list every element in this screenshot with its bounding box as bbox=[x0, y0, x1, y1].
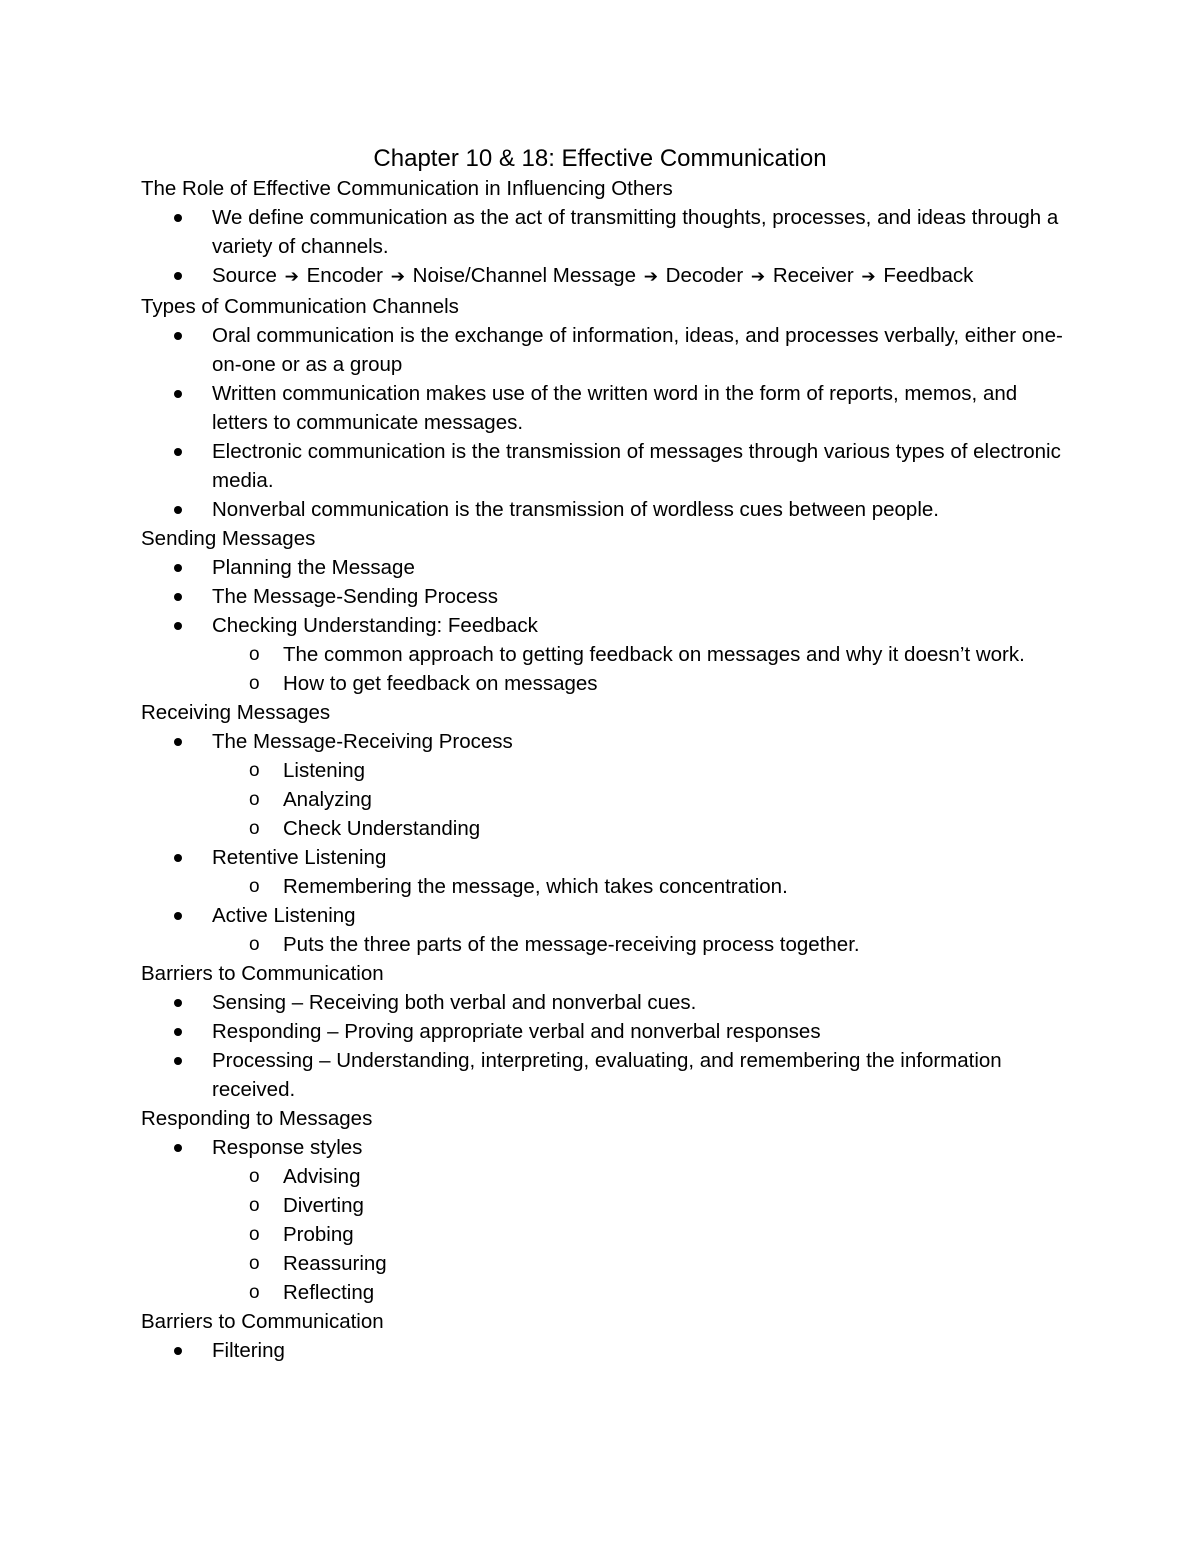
list-item-text: Nonverbal communication is the transmission of wordless cues between people. bbox=[212, 498, 939, 521]
arrow-right-icon: ➔ bbox=[390, 267, 405, 287]
circle-bullet-icon: o bbox=[249, 876, 260, 897]
bullet-list bbox=[141, 553, 1071, 698]
circle-bullet-icon: o bbox=[249, 673, 260, 694]
circle-bullet-icon: o bbox=[249, 1282, 260, 1303]
arrow-right-icon: ➔ bbox=[861, 267, 876, 287]
section-heading: The Role of Effective Communication in Influencing Others bbox=[141, 177, 673, 200]
sub-list-item-text: Remembering the message, which takes concentration. bbox=[283, 875, 788, 898]
bullet-icon bbox=[174, 1028, 182, 1036]
list-item-text: Filtering bbox=[212, 1339, 285, 1362]
list-item-text: The Message-Receiving Process bbox=[212, 730, 513, 753]
sub-list-item bbox=[212, 1220, 1071, 1249]
bullet-icon bbox=[174, 1057, 182, 1065]
page-title: Chapter 10 & 18: Effective Communication bbox=[373, 145, 827, 172]
flow-step: Encoder bbox=[306, 264, 383, 287]
bullet-icon bbox=[174, 390, 182, 398]
section bbox=[141, 698, 1071, 959]
sub-list-item bbox=[212, 814, 1071, 843]
arrow-right-icon: ➔ bbox=[643, 267, 658, 287]
list-item-text: Processing – Understanding, interpreting, evaluating, and remembering the information received. bbox=[212, 1049, 1002, 1101]
section bbox=[141, 292, 1071, 524]
sub-list-item-text: Reflecting bbox=[283, 1281, 375, 1304]
bullet-icon bbox=[174, 332, 182, 340]
sub-bullet-list bbox=[141, 640, 1071, 698]
document-body bbox=[141, 174, 1071, 1365]
sub-list-item-text: The common approach to getting feedback on messages and why it doesn’t work. bbox=[283, 643, 1025, 666]
circle-bullet-icon: o bbox=[249, 644, 260, 665]
bullet-icon bbox=[174, 506, 182, 514]
list-item bbox=[141, 1336, 1071, 1365]
section bbox=[141, 524, 1071, 698]
bullet-icon bbox=[174, 999, 182, 1007]
bullet-icon bbox=[174, 564, 182, 572]
section-heading: Sending Messages bbox=[141, 527, 316, 550]
bullet-icon bbox=[174, 272, 182, 280]
sub-list-item-text: How to get feedback on messages bbox=[283, 672, 598, 695]
sub-list-item bbox=[212, 930, 1071, 959]
list-item bbox=[141, 553, 1071, 582]
circle-bullet-icon: o bbox=[249, 1253, 260, 1274]
sub-bullet-list bbox=[141, 1162, 1071, 1307]
list-item-text: We define communication as the act of transmitting thoughts, processes, and ideas through a variety of channels. bbox=[212, 206, 1059, 258]
sub-list-item-text: Check Understanding bbox=[283, 817, 481, 840]
bullet-list bbox=[141, 988, 1071, 1104]
list-item-text: Planning the Message bbox=[212, 556, 415, 579]
sub-list-item bbox=[212, 1249, 1071, 1278]
flow-step: Noise/Channel Message bbox=[412, 264, 636, 287]
circle-bullet-icon: o bbox=[249, 1195, 260, 1216]
sub-list-item-text: Analyzing bbox=[283, 788, 372, 811]
sub-bullet-list bbox=[141, 930, 1071, 959]
list-item-text: The Message-Sending Process bbox=[212, 585, 499, 608]
bullet-icon bbox=[174, 912, 182, 920]
sub-list-item bbox=[212, 669, 1071, 698]
list-item-text: Active Listening bbox=[212, 904, 356, 927]
list-item bbox=[141, 261, 1071, 292]
bullet-icon bbox=[174, 1144, 182, 1152]
sub-list-item-text: Listening bbox=[283, 759, 366, 782]
list-item bbox=[141, 988, 1071, 1017]
sub-list-item bbox=[212, 1278, 1071, 1307]
sub-list-item-text: Puts the three parts of the message-receiving process together. bbox=[283, 933, 860, 956]
list-item-text: Responding – Proving appropriate verbal and nonverbal responses bbox=[212, 1020, 821, 1043]
sub-list-item bbox=[212, 872, 1071, 901]
flow-line bbox=[212, 264, 973, 287]
list-item bbox=[141, 582, 1071, 611]
list-item bbox=[141, 843, 1071, 901]
sub-list-item-text: Reassuring bbox=[283, 1252, 387, 1275]
sub-list-item bbox=[212, 785, 1071, 814]
list-item bbox=[141, 901, 1071, 959]
flow-step: Feedback bbox=[883, 264, 974, 287]
sub-list-item-text: Probing bbox=[283, 1223, 354, 1246]
list-item bbox=[141, 727, 1071, 843]
circle-bullet-icon: o bbox=[249, 934, 260, 955]
list-item bbox=[141, 611, 1071, 698]
flow-step: Decoder bbox=[665, 264, 744, 287]
bullet-icon bbox=[174, 214, 182, 222]
sub-list-item-text: Advising bbox=[283, 1165, 361, 1188]
flow-step: Source bbox=[212, 264, 277, 287]
list-item-text: Electronic communication is the transmission of messages through various types of electronic media. bbox=[212, 440, 1061, 492]
sub-list-item bbox=[212, 1191, 1071, 1220]
list-item-text: Checking Understanding: Feedback bbox=[212, 614, 538, 637]
section-heading: Responding to Messages bbox=[141, 1107, 373, 1130]
list-item bbox=[141, 1046, 1071, 1104]
arrow-right-icon: ➔ bbox=[750, 267, 766, 287]
sub-list-item bbox=[212, 1162, 1071, 1191]
sub-list-item-text: Diverting bbox=[283, 1194, 364, 1217]
bullet-list bbox=[141, 1133, 1071, 1307]
sub-bullet-list bbox=[141, 872, 1071, 901]
bullet-list bbox=[141, 1336, 1071, 1365]
section-heading: Receiving Messages bbox=[141, 701, 331, 724]
sub-list-item bbox=[212, 640, 1071, 669]
section bbox=[141, 959, 1071, 1104]
list-item bbox=[141, 1133, 1071, 1307]
flow-step: Receiver bbox=[772, 264, 854, 287]
section-heading: Barriers to Communication bbox=[141, 1310, 384, 1333]
list-item-text: Sensing – Receiving both verbal and nonverbal cues. bbox=[212, 991, 697, 1014]
circle-bullet-icon: o bbox=[249, 818, 260, 839]
circle-bullet-icon: o bbox=[249, 789, 260, 810]
list-item bbox=[141, 437, 1071, 495]
circle-bullet-icon: o bbox=[249, 760, 260, 781]
bullet-icon bbox=[174, 448, 182, 456]
bullet-icon bbox=[174, 854, 182, 862]
circle-bullet-icon: o bbox=[249, 1166, 260, 1187]
section bbox=[141, 1104, 1071, 1307]
list-item-text: Retentive Listening bbox=[212, 846, 387, 869]
section-heading: Barriers to Communication bbox=[141, 962, 384, 985]
bullet-list bbox=[141, 321, 1071, 524]
section-heading: Types of Communication Channels bbox=[141, 295, 459, 318]
circle-bullet-icon: o bbox=[249, 1224, 260, 1245]
sub-bullet-list bbox=[141, 756, 1071, 843]
bullet-icon bbox=[174, 593, 182, 601]
list-item bbox=[141, 203, 1071, 261]
sub-list-item bbox=[212, 756, 1071, 785]
list-item-text: Oral communication is the exchange of information, ideas, and processes verbally, either one-on-one or as a group bbox=[212, 324, 1063, 376]
list-item bbox=[141, 321, 1071, 379]
bullet-icon bbox=[174, 738, 182, 746]
section bbox=[141, 1307, 1071, 1365]
list-item-text: Written communication makes use of the written word in the form of reports, memos, and letters to communicate messages. bbox=[212, 382, 1018, 434]
section bbox=[141, 174, 1071, 292]
bullet-list bbox=[141, 727, 1071, 959]
list-item-text: Response styles bbox=[212, 1136, 363, 1159]
list-item bbox=[141, 1017, 1071, 1046]
bullet-icon bbox=[174, 1347, 182, 1355]
bullet-icon bbox=[174, 622, 182, 630]
arrow-right-icon: ➔ bbox=[284, 267, 299, 287]
list-item bbox=[141, 379, 1071, 437]
list-item bbox=[141, 495, 1071, 524]
bullet-list bbox=[141, 203, 1071, 292]
